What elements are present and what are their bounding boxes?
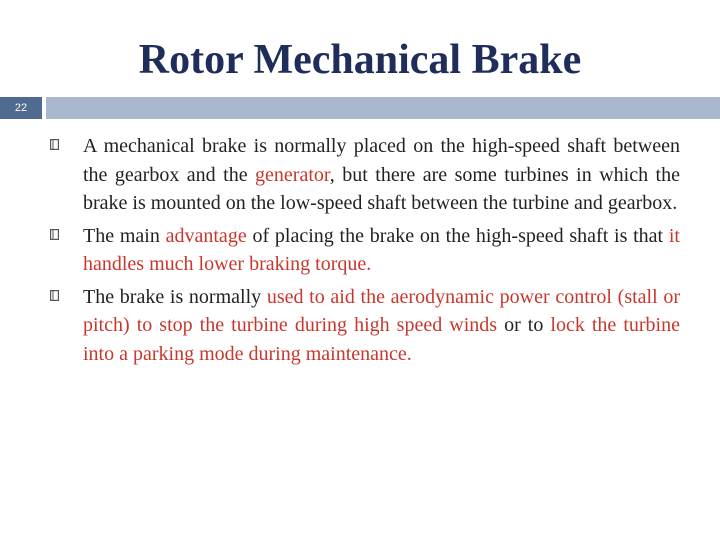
highlight-segment: generator	[255, 163, 330, 186]
bullet-item	[50, 283, 680, 369]
text-segment: A mechanical brake is normally placed on the high-speed shaft between the gearbox and the	[83, 135, 680, 186]
header-bar	[46, 97, 720, 119]
bullet-list	[50, 132, 680, 372]
highlight-segment: it handles much lower braking torque.	[83, 224, 680, 275]
square-bullet-icon	[50, 139, 60, 151]
text-segment: of placing the brake on the high-speed shaft is that	[246, 224, 669, 247]
text-segment: The brake is normally	[83, 285, 267, 308]
bullet-item	[50, 222, 680, 279]
highlight-segment: advantage	[165, 224, 247, 247]
square-bullet-icon	[50, 229, 60, 241]
highlight-segment: lock the turbine into a parking mode during maintenance.	[83, 314, 680, 365]
text-segment: , but there are some turbines in which the brake is mounted on the low-speed shaft between the turbine and gearbox.	[83, 163, 680, 214]
highlight-segment: used to aid the aerodynamic power control (stall or pitch) to stop the turbine during high speed winds	[83, 285, 680, 336]
bullet-text	[83, 132, 680, 218]
bullet-item	[50, 132, 680, 218]
square-bullet-icon	[50, 290, 60, 302]
text-segment: The main	[83, 224, 166, 247]
bullet-text	[83, 222, 680, 279]
bullet-text	[83, 283, 680, 369]
slide-title: Rotor Mechanical Brake	[138, 37, 582, 83]
text-segment: or to	[497, 314, 551, 336]
slide-number: 22	[0, 97, 42, 119]
